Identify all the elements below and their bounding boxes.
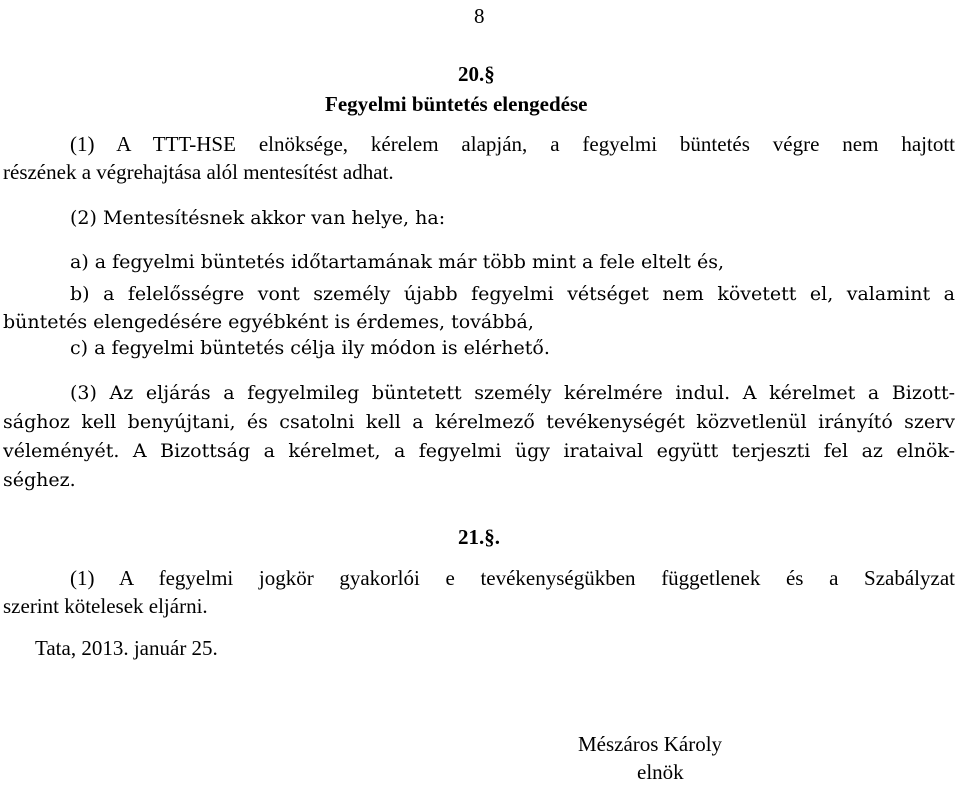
section-20-item-b-line-2: büntetés elengedésére egyébként is érdemes, továbbá, [3,311,534,333]
section-20-paragraph-2: (2) Mentesítésnek akkor van helye, ha: [70,207,446,229]
section-20-number: 20.§ [458,62,495,86]
section-20-item-c: c) a fegyelmi büntetés célja ily módon is elérhető. [70,337,550,359]
section-21-paragraph-1-line-2: szerint kötelesek eljárni. [3,594,208,618]
section-20-paragraph-3-line-3: véleményét. A Bizottság a kérelmet, a fegyelmi ügy irataival együtt terjeszti fel az elnök- [3,440,955,462]
section-20-title: Fegyelmi büntetés elengedése [325,92,588,116]
section-20-paragraph-3-line-2: sághoz kell benyújtani, és csatolni kell a kérelmező tevékenységét közvetlenül irányító szerv [3,411,955,433]
section-20-paragraph-1-line-1: (1) A TTT-HSE elnöksége, kérelem alapján, a fegyelmi büntetés végre nem hajtott [70,132,955,156]
section-20-item-a: a) a fegyelmi büntetés időtartamának már több mint a fele eltelt és, [70,251,725,273]
section-21-number: 21.§. [458,525,500,549]
page-number: 8 [474,4,485,28]
section-20-paragraph-3-line-1: (3) Az eljárás a fegyelmileg büntetett személy kérelmére indul. A kérelmet a Bizott- [70,382,955,404]
section-20-paragraph-1-line-2: részének a végrehajtása alól mentesítést adhat. [3,160,394,184]
signature-title: elnök [637,760,684,784]
section-21-paragraph-1-line-1: (1) A fegyelmi jogkör gyakorlói e tevékenységükben függetlenek és a Szabályzat [70,566,955,590]
place-and-date: Tata, 2013. január 25. [35,636,218,660]
section-20-item-b-line-1: b) a felelősségre vont személy újabb fegyelmi vétséget nem követett el, valamint a [70,283,955,305]
signature-name: Mészáros Károly [578,732,723,756]
section-20-paragraph-3-line-4: séghez. [3,469,76,491]
